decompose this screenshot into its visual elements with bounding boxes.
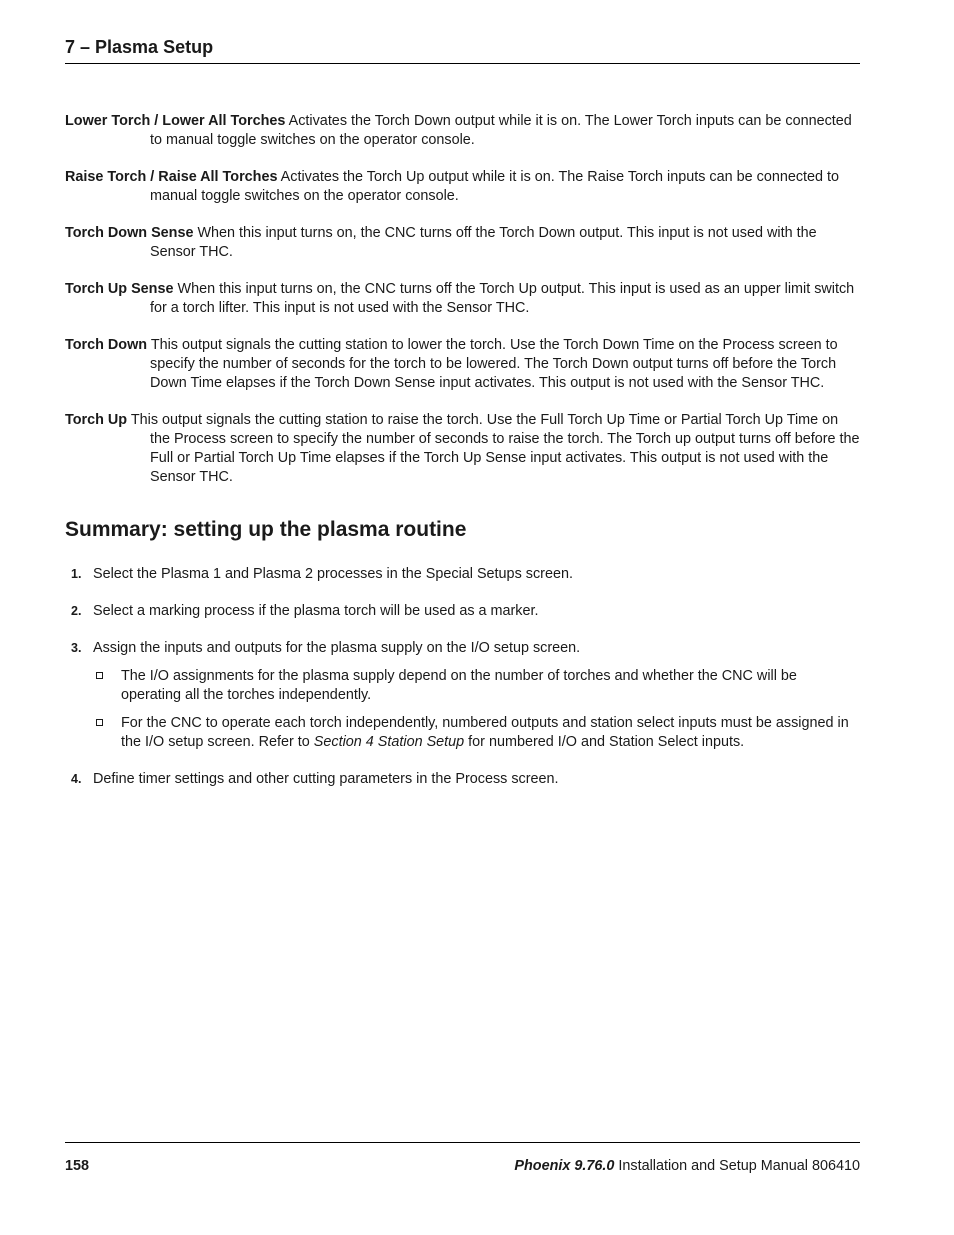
section-reference: Section 4 Station Setup: [313, 734, 465, 750]
definition-torch-down-sense: [65, 224, 860, 262]
definition-term: Lower Torch / Lower All Torches: [65, 113, 286, 130]
definition-torch-down: [65, 336, 860, 393]
page-footer: [65, 1142, 860, 1174]
step-text: Assign the inputs and outputs for the plasma supply on the I/O setup screen.: [93, 640, 581, 656]
definition-text: When this input turns on, the CNC turns off the Torch Down output. This input is not used with the Sensor THC.: [150, 225, 817, 261]
definition-text: This output signals the cutting station to lower the torch. Use the Torch Down Time on the Process screen to specify the number of seconds for the torch to be lowered. The Torch Down output turns off before the Torch Down Time elapses if the Torch Down Sense input activates. This output is not used with the Sensor THC.: [147, 337, 838, 392]
definition-term: Torch Up: [65, 412, 128, 429]
step-number: 2.: [71, 604, 82, 618]
definition-text: Activates the Torch Down output while it is on. The Lower Torch inputs can be connected to manual toggle switches on the operator console.: [150, 113, 852, 149]
checkbox-bullet-icon: [96, 672, 103, 679]
bullet-item: [93, 714, 860, 752]
definition-term: Torch Up Sense: [65, 281, 174, 298]
step-item: [65, 639, 860, 752]
bullet-list: [93, 667, 860, 752]
step-number: 4.: [71, 772, 82, 786]
definition-torch-up: [65, 411, 860, 487]
definition-lower-torch: [65, 112, 860, 150]
definitions-list: [65, 98, 860, 505]
steps-list: [65, 565, 860, 789]
step-item: [65, 565, 860, 584]
step-text: Select the Plasma 1 and Plasma 2 processes in the Special Setups screen.: [93, 566, 573, 582]
chapter-title: 7 – Plasma Setup: [65, 37, 214, 57]
bullet-item: [93, 667, 860, 705]
page-header: [65, 36, 860, 64]
checkbox-bullet-icon: [96, 719, 103, 726]
section-title: Summary: setting up the plasma routine: [65, 518, 467, 541]
step-number: 1.: [71, 567, 82, 581]
product-name: Phoenix 9.76.0: [514, 1158, 615, 1174]
page-number: 158: [65, 1158, 90, 1174]
bullet-text: for numbered I/O and Station Select inputs.: [464, 734, 745, 750]
step-text: Define timer settings and other cutting parameters in the Process screen.: [93, 771, 559, 787]
step-item: [65, 602, 860, 621]
manual-name: Installation and Setup Manual 806410: [614, 1158, 860, 1174]
step-item: [65, 770, 860, 789]
definition-text: Activates the Torch Up output while it is on. The Raise Torch inputs can be connected to manual toggle switches on the operator console.: [150, 169, 840, 205]
definition-term: Torch Down Sense: [65, 225, 194, 242]
definition-raise-torch: [65, 168, 860, 206]
bullet-text: The I/O assignments for the plasma supply depend on the number of torches and whether the CNC will be operating all the torches independently.: [121, 668, 797, 703]
bullet-text: For the CNC to operate each torch independently, numbered outputs and station select inputs must be assigned in the I/O setup screen. Refer to: [121, 715, 849, 750]
definition-text: This output signals the cutting station to raise the torch. Use the Full Torch Up Time or Partial Torch Up Time on the Process screen to specify the number of seconds to raise the torch. The Torch up output turns off before the Full or Partial Torch Up Time elapses if the Torch Up Sense input activates. This output is not used with the Sensor THC.: [127, 412, 860, 486]
step-number: 3.: [71, 641, 82, 655]
definition-text: When this input turns on, the CNC turns off the Torch Up output. This input is used as an upper limit switch for a torch lifter. This input is not used with the Sensor THC.: [150, 281, 855, 317]
definition-torch-up-sense: [65, 280, 860, 318]
manual-title: [514, 1157, 860, 1176]
definition-term: Torch Down: [65, 337, 148, 354]
definition-term: Raise Torch / Raise All Torches: [65, 169, 278, 186]
step-text: Select a marking process if the plasma torch will be used as a marker.: [93, 603, 539, 619]
